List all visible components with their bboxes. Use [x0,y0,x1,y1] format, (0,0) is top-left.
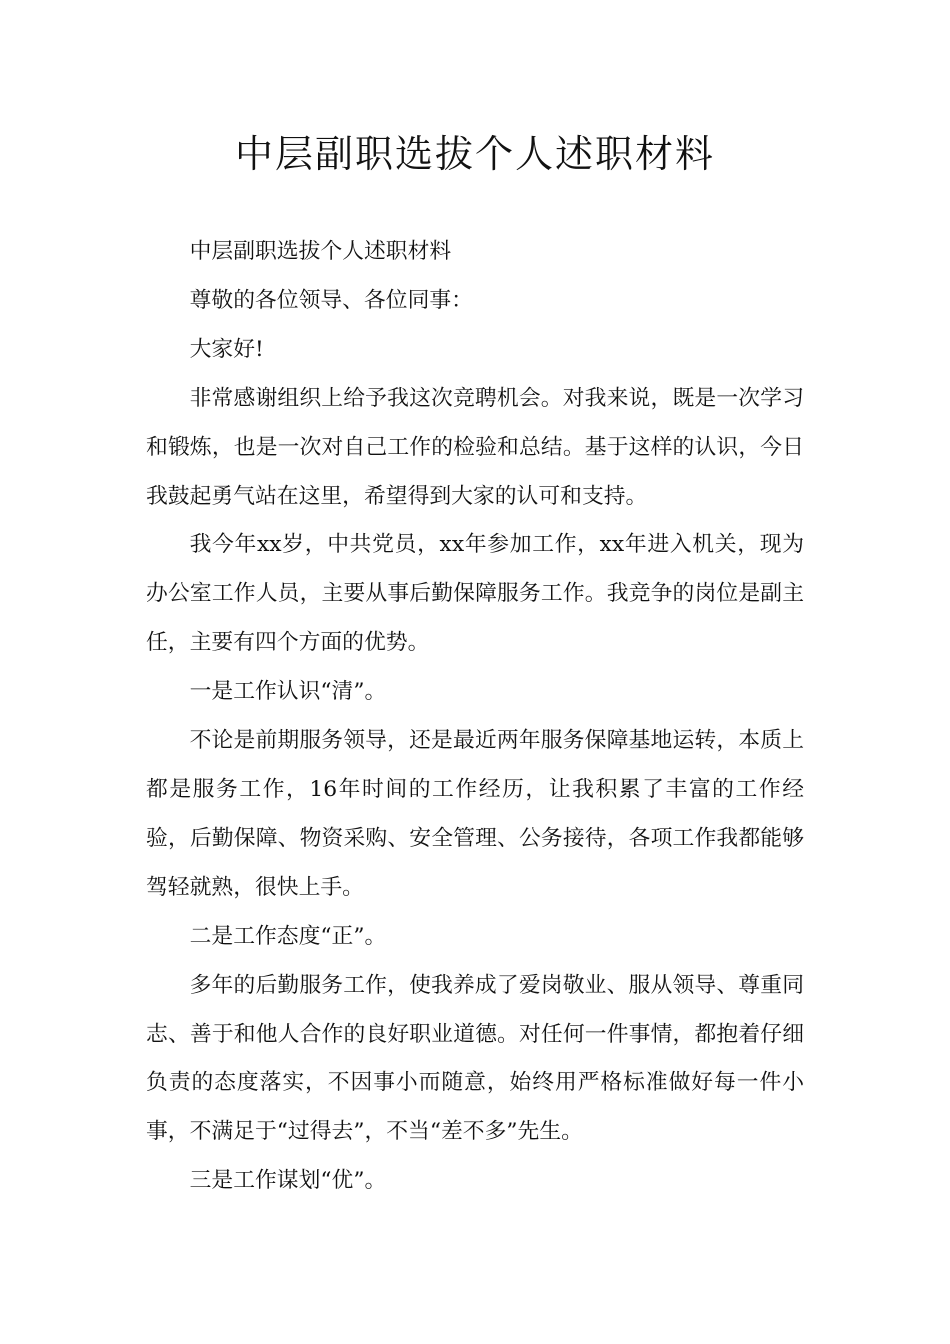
paragraph: 二是工作态度“正”。 [189,923,387,949]
paragraph: 一是工作认识“清”。 [189,679,387,705]
document-title: 中层副职选拔个人述职材料 [234,132,715,176]
document-body [146,228,804,1206]
paragraph: 我今年xx岁，中共党员，xx年参加工作，xx年进入机关，现为办公室工作人员，主要从事后勤保障服务工作。我竞争的岗位是副主任，主要有四个方面的优势。 [146,532,804,656]
paragraph: 大家好! [189,336,264,362]
paragraph: 不论是前期服务领导，还是最近两年服务保障基地运转，本质上都是服务工作，16年时间的工作经历，让我积累了丰富的工作经验，后勤保障、物资采购、安全管理、公务接待，各项工作我都能够驾轻就熟，很快上手。 [146,728,804,900]
paragraph: 三是工作谋划“优”。 [189,1168,387,1194]
paragraph: 多年的后勤服务工作，使我养成了爱岗敬业、服从领导、尊重同志、善于和他人合作的良好职业道德。对任何一件事情，都抱着仔细负责的态度落实，不因事小而随意，始终用严格标准做好每一件小事，不满足于“过得去”，不当“差不多”先生。 [146,972,804,1145]
paragraph: 尊敬的各位领导、各位同事： [189,287,473,313]
paragraph: 中层副职选拔个人述职材料 [189,239,452,264]
paragraph: 非常感谢组织上给予我这次竞聘机会。对我来说，既是一次学习和锻炼，也是一次对自己工作的检验和总结。基于这样的认识，今日我鼓起勇气站在这里，希望得到大家的认可和支持。 [146,385,804,509]
